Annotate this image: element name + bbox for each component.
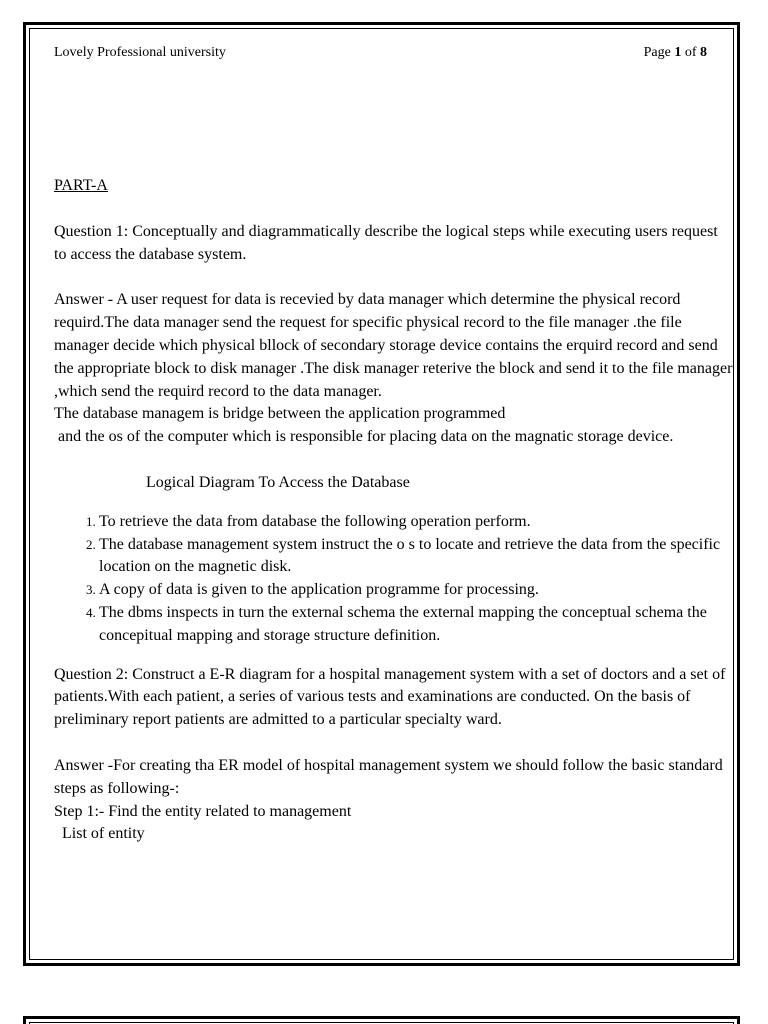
answer-2-intro: Answer -For creating tha ER model of hospital management system we should follow the basic standard steps as following-: [54, 756, 723, 797]
header-institution: Lovely Professional university [54, 45, 226, 60]
step-1: Step 1:- Find the entity related to management [54, 802, 352, 820]
answer-1-text: The database managem is bridge between the application programmed [54, 405, 506, 423]
list-item: 3. A copy of data is given to the application programme for processing. [99, 579, 734, 602]
part-heading: PART-A [54, 177, 108, 194]
list-of-entity: List of entity [62, 825, 145, 843]
next-page-border [23, 1016, 740, 1024]
question-1: Question 1: Conceptually and diagrammatically describe the logical steps while executing users request to access the database system. [54, 222, 718, 263]
page-of: of [681, 45, 700, 60]
page-total: 8 [700, 45, 707, 60]
list-item: 1. To retrieve the data from database the following operation perform. [99, 511, 734, 534]
answer-1 [54, 289, 734, 449]
diagram-title: Logical Diagram To Access the Database [146, 473, 410, 491]
page-number [644, 45, 707, 61]
page-prefix: Page [643, 45, 675, 60]
question-2: Question 2: Construct a E-R diagram for a hospital management system with a set of doctors and a set of patients.With each patient, a series of various tests and examinations are conducted. On the basis of preliminary report patients are admitted to a particular specialty ward. [54, 665, 726, 729]
answer-1-text: and the os of the computer which is responsible for placing data on the magnatic storage device. [58, 428, 674, 446]
list-item: 4. The dbms inspects in turn the external schema the external mapping the conceptual schema the concepitual mapping and storage structure definition. [99, 602, 734, 648]
steps-list [54, 511, 734, 648]
document-body [54, 175, 734, 846]
answer-1-text: Answer - A user request for data is recevied by data manager which determine the physical record requird.The data manager send the request for specific physical record to the file manager .the file manager decide which physical bllock of secondary storage device contains the erquird record and send the appropriate block to disk manager .The disk manager reterive the block and send it to the file manager ,which send the requird record to the data manager. [54, 291, 733, 400]
page-current: 1 [674, 45, 682, 60]
list-item: 2. The database management system instruct the o s to locate and retrieve the data from the specific location on the magnetic disk. [99, 534, 734, 580]
answer-2 [54, 755, 734, 846]
